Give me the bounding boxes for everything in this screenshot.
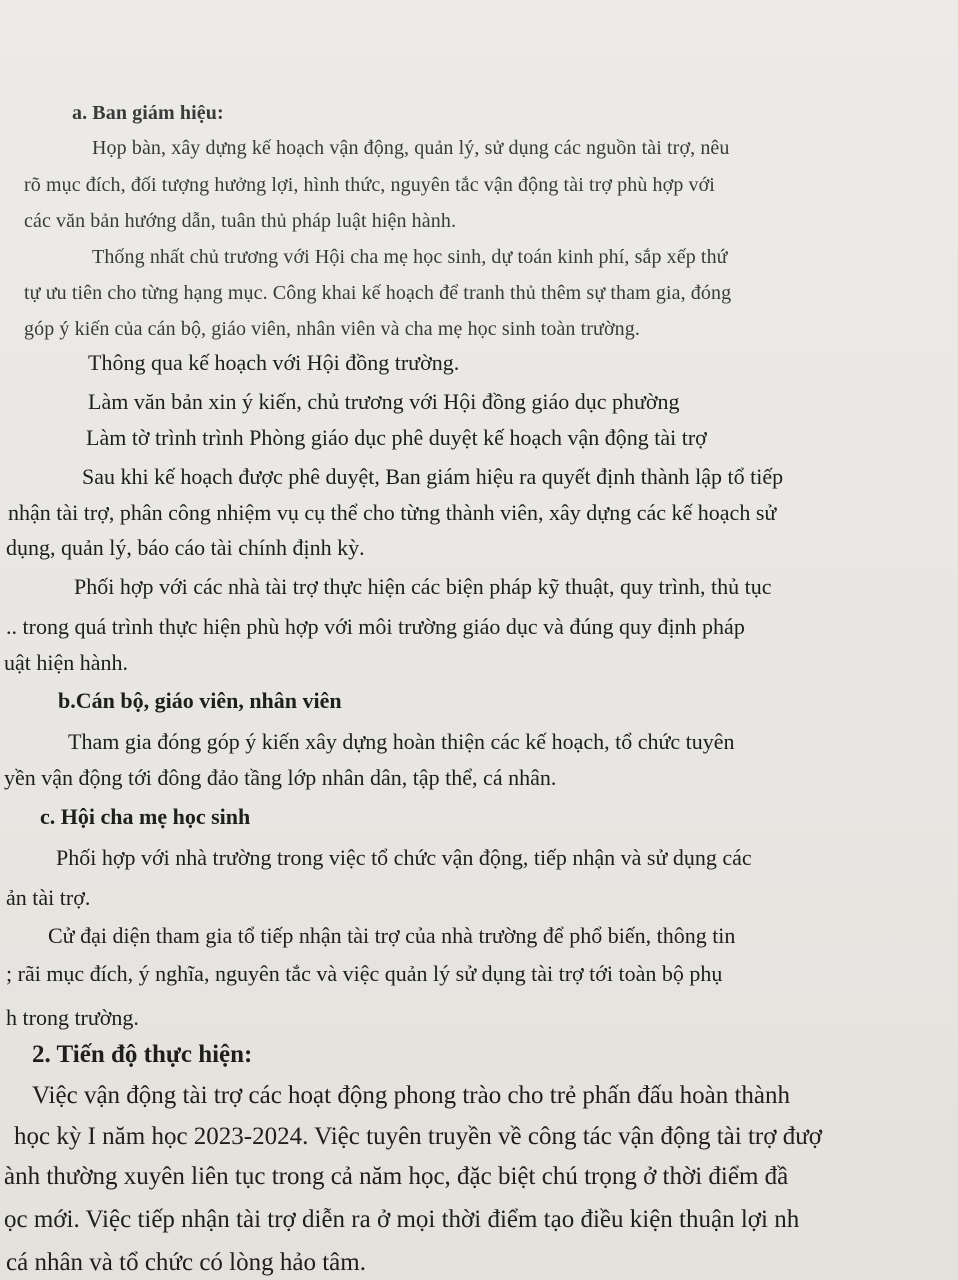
paragraph-line: Cử đại diện tham gia tổ tiếp nhận tài trợ của nhà trường để phổ biến, thông tin bbox=[48, 923, 736, 948]
paragraph-line: .. trong quá trình thực hiện phù hợp với môi trường giáo dục và đúng quy định pháp bbox=[6, 614, 745, 639]
paragraph-line: Họp bàn, xây dựng kế hoạch vận động, quản lý, sử dụng các nguồn tài trợ, nêu bbox=[92, 137, 730, 159]
paragraph-line: Việc vận động tài trợ các hoạt động phong trào cho trẻ phấn đấu hoàn thành bbox=[32, 1082, 791, 1109]
heading-hoi-cha-me: c. Hội cha mẹ học sinh bbox=[40, 804, 251, 829]
paragraph-line: ; rãi mục đích, ý nghĩa, nguyên tắc và việc quản lý sử dụng tài trợ tới toàn bộ phụ bbox=[6, 961, 723, 986]
paragraph-line: ành thường xuyên liên tục trong cả năm học, đặc biệt chú trọng ở thời điểm đầ bbox=[4, 1163, 789, 1190]
paragraph-line: Tham gia đóng góp ý kiến xây dựng hoàn thiện các kế hoạch, tổ chức tuyên bbox=[68, 729, 735, 754]
paragraph-line: cá nhân và tổ chức có lòng hảo tâm. bbox=[6, 1249, 366, 1276]
paragraph-line: góp ý kiến của cán bộ, giáo viên, nhân viên và cha mẹ học sinh toàn trường. bbox=[24, 318, 640, 340]
paragraph-line: các văn bản hướng dẫn, tuân thủ pháp luật hiện hành. bbox=[24, 210, 457, 232]
paragraph-line: Phối hợp với nhà trường trong việc tổ chức vận động, tiếp nhận và sử dụng các bbox=[56, 845, 752, 870]
paragraph-line: Làm văn bản xin ý kiến, chủ trương với Hội đồng giáo dục phường bbox=[88, 389, 680, 414]
paragraph-line: ọc mới. Việc tiếp nhận tài trợ diễn ra ở mọi thời điểm tạo điều kiện thuận lợi nh bbox=[4, 1206, 800, 1233]
paragraph-line: nhận tài trợ, phân công nhiệm vụ cụ thể cho từng thành viên, xây dựng các kế hoạch sử bbox=[8, 500, 777, 525]
paragraph-line: yền vận động tới đông đảo tầng lớp nhân dân, tập thể, cá nhân. bbox=[4, 765, 557, 790]
paragraph-line: Thông qua kế hoạch với Hội đồng trường. bbox=[88, 350, 460, 375]
paragraph-line: rõ mục đích, đối tượng hưởng lợi, hình thức, nguyên tắc vận động tài trợ phù hợp với bbox=[24, 174, 715, 196]
paragraph-line: dụng, quản lý, báo cáo tài chính định kỳ. bbox=[6, 535, 365, 560]
paragraph-line: Làm tờ trình trình Phòng giáo dục phê duyệt kế hoạch vận động tài trợ bbox=[86, 425, 707, 450]
paragraph-line: ản tài trợ. bbox=[6, 885, 91, 910]
paragraph-line: h trong trường. bbox=[6, 1005, 139, 1030]
heading-tien-do-thuc-hien: 2. Tiến độ thực hiện: bbox=[32, 1041, 253, 1068]
paragraph-line: học kỳ I năm học 2023-2024. Việc tuyên truyền về công tác vận động tài trợ đượ bbox=[14, 1123, 822, 1150]
paragraph-line: Phối hợp với các nhà tài trợ thực hiện các biện pháp kỹ thuật, quy trình, thủ tục bbox=[74, 574, 772, 599]
paragraph-line: uật hiện hành. bbox=[4, 650, 129, 675]
heading-can-bo-giao-vien: b.Cán bộ, giáo viên, nhân viên bbox=[58, 688, 342, 713]
paragraph-line: Thống nhất chủ trương với Hội cha mẹ học sinh, dự toán kinh phí, sắp xếp thứ bbox=[92, 246, 728, 268]
paragraph-line: tự ưu tiên cho từng hạng mục. Công khai kế hoạch để tranh thủ thêm sự tham gia, đóng bbox=[24, 282, 732, 304]
paragraph-line: Sau khi kế hoạch được phê duyệt, Ban giám hiệu ra quyết định thành lập tổ tiếp bbox=[82, 464, 784, 489]
heading-ban-giam-hieu: a. Ban giám hiệu: bbox=[72, 102, 224, 124]
